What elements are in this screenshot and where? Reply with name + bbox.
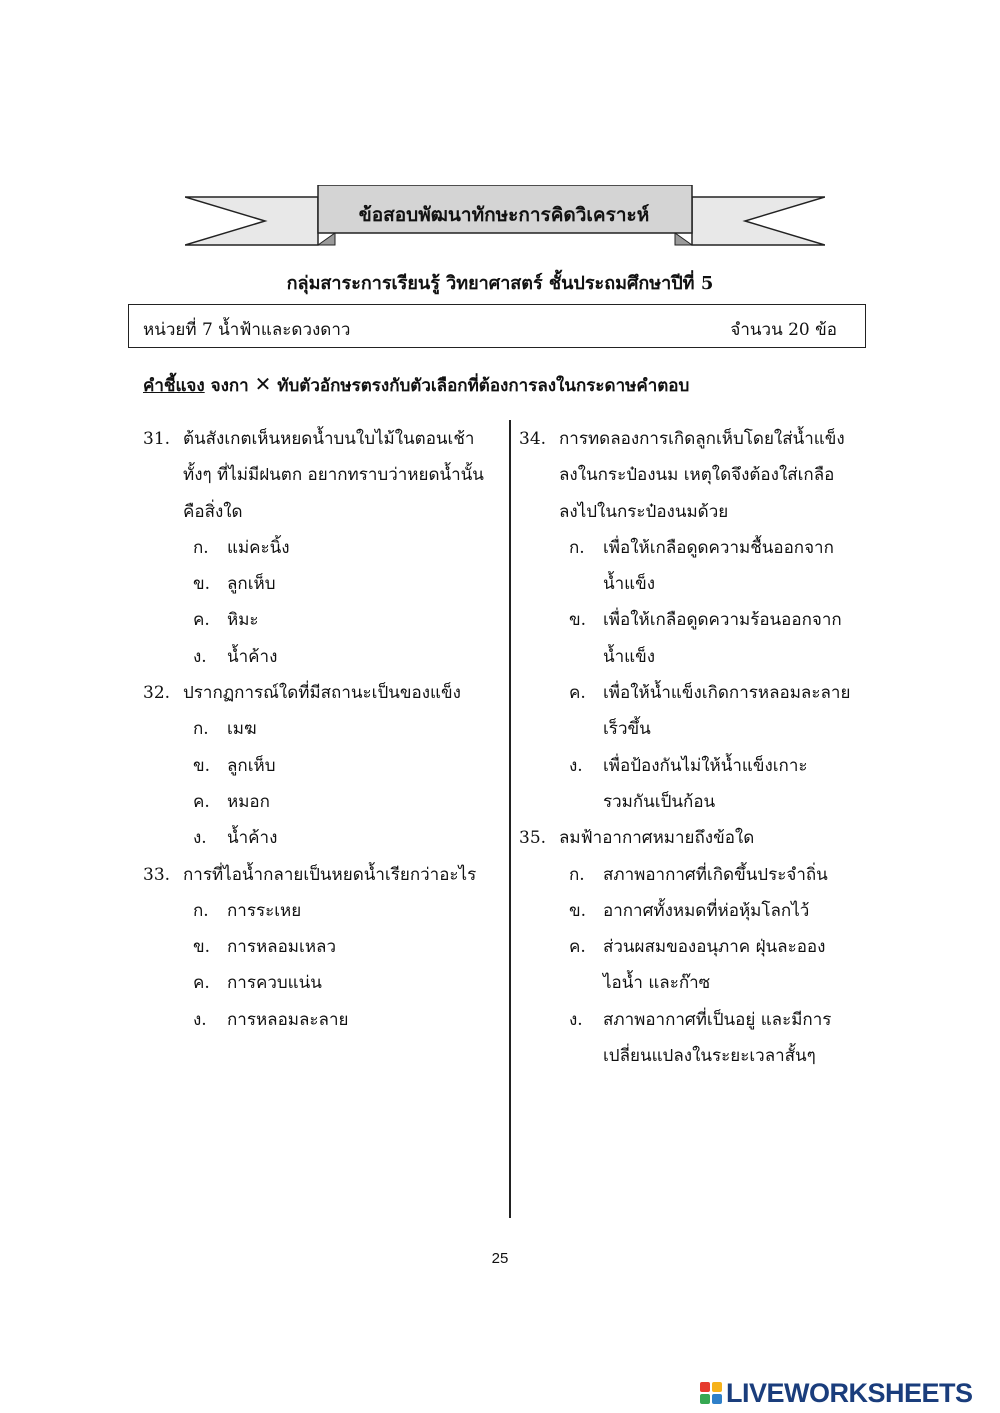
option-label: ข. — [193, 937, 211, 958]
question-text: ลมฟ้าอากาศหมายถึงข้อใด — [559, 828, 755, 849]
subject-subtitle: กลุ่มสาระการเรียนรู้ วิทยาศาสตร์ ชั้นประถมศึกษาปีที่ 5 — [286, 273, 714, 294]
answer-option[interactable] — [519, 1002, 864, 1038]
question-count: จำนวน 20 ข้อ — [730, 320, 837, 340]
answer-option[interactable] — [519, 965, 864, 1001]
answer-option[interactable] — [519, 893, 864, 929]
question-line — [143, 857, 503, 893]
logo-square — [700, 1382, 710, 1392]
page-number: 25 — [491, 1250, 509, 1267]
question-item — [519, 421, 864, 820]
answer-option[interactable] — [143, 893, 503, 929]
question-number: 35. — [519, 828, 547, 849]
option-text: สภาพอากาศที่เป็นอยู่ และมีการ — [603, 1009, 832, 1030]
option-text: เพื่อให้เกลือดูดความชื้นออกจาก — [603, 537, 834, 558]
instruction-label: คำชี้แจง — [143, 376, 205, 396]
answer-option[interactable] — [519, 1038, 864, 1074]
answer-option[interactable] — [143, 965, 503, 1001]
question-line — [519, 820, 864, 856]
question-number: 32. — [143, 683, 171, 704]
option-text: สภาพอากาศที่เกิดขึ้นประจำถิ่น — [603, 864, 828, 885]
question-line — [519, 421, 864, 457]
question-number: 33. — [143, 864, 171, 885]
option-text: เพื่อให้น้ำแข็งเกิดการหลอมละลาย — [603, 683, 851, 704]
option-text: หิมะ — [227, 610, 259, 631]
instruction-text-before: จงกา — [204, 376, 255, 396]
option-text: หมอก — [227, 791, 270, 812]
question-text: การที่ไอน้ำกลายเป็นหยดน้ำเรียกว่าอะไร — [183, 864, 477, 885]
column-divider — [509, 420, 511, 1218]
option-label: ง. — [193, 1009, 207, 1030]
answer-option[interactable] — [519, 602, 864, 638]
answer-option[interactable] — [519, 566, 864, 602]
question-text: คือสิ่งใด — [183, 501, 243, 522]
question-text: ลงไปในกระป๋องนมด้วย — [559, 501, 729, 522]
option-label: ก. — [569, 537, 585, 558]
question-text: ทั้งๆ ที่ไม่มีฝนตก อยากทราบว่าหยดน้ำนั้น — [183, 465, 484, 486]
x-mark-icon: ✕ — [254, 372, 272, 396]
answer-option[interactable] — [143, 748, 503, 784]
option-label: ข. — [193, 755, 211, 776]
question-line — [143, 675, 503, 711]
question-column-left — [143, 421, 503, 1038]
option-text: ลูกเห็บ — [227, 755, 276, 776]
answer-option[interactable] — [143, 929, 503, 965]
question-text: ลงในกระป๋องนม เหตุใดจึงต้องใส่เกลือ — [559, 465, 835, 486]
question-line — [519, 494, 864, 530]
page-title: ข้อสอบพัฒนาทักษะการคิดวิเคราะห์ — [358, 204, 650, 226]
option-label: ค. — [193, 791, 210, 812]
option-text: รวมกันเป็นก้อน — [603, 791, 716, 812]
option-label: ง. — [193, 828, 207, 849]
option-text: น้ำค้าง — [227, 646, 278, 667]
option-label: ข. — [569, 900, 587, 921]
instruction-text-after: ทับตัวอักษรตรงกับตัวเลือกที่ต้องการลงในกระดาษคำตอบ — [271, 376, 690, 396]
question-text: ปรากฏการณ์ใดที่มีสถานะเป็นของแข็ง — [183, 683, 461, 704]
option-label: ข. — [569, 610, 587, 631]
option-label: ก. — [193, 900, 209, 921]
question-line — [143, 421, 503, 457]
option-label: ค. — [569, 937, 586, 958]
option-text: เปลี่ยนแปลงในระยะเวลาสั้นๆ — [603, 1046, 816, 1067]
question-line — [143, 457, 503, 493]
option-text: เพื่อป้องกันไม่ให้น้ำแข็งเกาะ — [603, 755, 808, 776]
option-text: การระเหย — [227, 900, 302, 921]
answer-option[interactable] — [519, 929, 864, 965]
option-label: ง. — [193, 646, 207, 667]
answer-option[interactable] — [519, 711, 864, 747]
brand-name: LIVEWORKSHEETS — [726, 1377, 973, 1408]
option-text: น้ำแข็ง — [603, 574, 656, 595]
option-text: การควบแน่น — [227, 973, 322, 994]
unit-name: หน่วยที่ 7 น้ำฟ้าและดวงดาว — [143, 320, 351, 340]
question-item — [143, 421, 503, 675]
question-column-right — [519, 421, 864, 1074]
answer-option[interactable] — [143, 784, 503, 820]
option-label: ค. — [569, 683, 586, 704]
question-number: 31. — [143, 429, 171, 449]
option-label: ค. — [193, 610, 210, 631]
answer-option[interactable] — [519, 748, 864, 784]
answer-option[interactable] — [519, 530, 864, 566]
answer-option[interactable] — [143, 602, 503, 638]
logo-square — [712, 1394, 722, 1404]
option-text: น้ำค้าง — [227, 828, 278, 849]
option-text: ลูกเห็บ — [227, 574, 276, 595]
answer-option[interactable] — [519, 675, 864, 711]
answer-option[interactable] — [519, 784, 864, 820]
unit-info-box — [128, 304, 866, 348]
option-text: การหลอมเหลว — [227, 937, 336, 958]
question-text: ต้นสังเกตเห็นหยดน้ำบนใบไม้ในตอนเช้า — [183, 429, 475, 449]
answer-option[interactable] — [143, 530, 503, 566]
question-line — [143, 494, 503, 530]
option-text: น้ำแข็ง — [603, 646, 656, 667]
option-text: เมฆ — [227, 719, 257, 740]
question-item — [143, 675, 503, 856]
answer-option[interactable] — [519, 857, 864, 893]
option-label: ก. — [193, 537, 209, 558]
answer-option[interactable] — [143, 566, 503, 602]
answer-option[interactable] — [143, 820, 503, 856]
option-label: ข. — [193, 574, 211, 595]
option-text: เพื่อให้เกลือดูดความร้อนออกจาก — [603, 610, 842, 631]
option-text: ไอน้ำ และก๊าซ — [603, 973, 711, 994]
logo-square — [700, 1394, 710, 1404]
option-label: ก. — [193, 719, 209, 740]
option-text: การหลอมละลาย — [227, 1009, 349, 1030]
answer-option[interactable] — [143, 1002, 503, 1038]
liveworksheets-logo-icon — [700, 1382, 722, 1404]
instruction — [143, 372, 689, 399]
option-text: ส่วนผสมของอนุภาค ฝุ่นละออง — [603, 937, 826, 958]
answer-option[interactable] — [143, 711, 503, 747]
question-number: 34. — [519, 429, 547, 449]
answer-option[interactable] — [519, 639, 864, 675]
option-label: ง. — [569, 755, 583, 776]
option-text: เร็วขึ้น — [603, 719, 651, 740]
question-text: การทดลองการเกิดลูกเห็บโดยใส่น้ำแข็ง — [559, 429, 845, 449]
option-label: ค. — [193, 973, 210, 994]
brand — [700, 1377, 973, 1408]
option-label: ง. — [569, 1009, 583, 1030]
option-text: อากาศทั้งหมดที่ห่อหุ้มโลกไว้ — [603, 900, 810, 921]
option-text: แม่คะนิ้ง — [227, 537, 290, 558]
option-label: ก. — [569, 864, 585, 885]
question-line — [519, 457, 864, 493]
question-item — [519, 820, 864, 1074]
question-item — [143, 857, 503, 1038]
logo-square — [712, 1382, 722, 1392]
answer-option[interactable] — [143, 639, 503, 675]
